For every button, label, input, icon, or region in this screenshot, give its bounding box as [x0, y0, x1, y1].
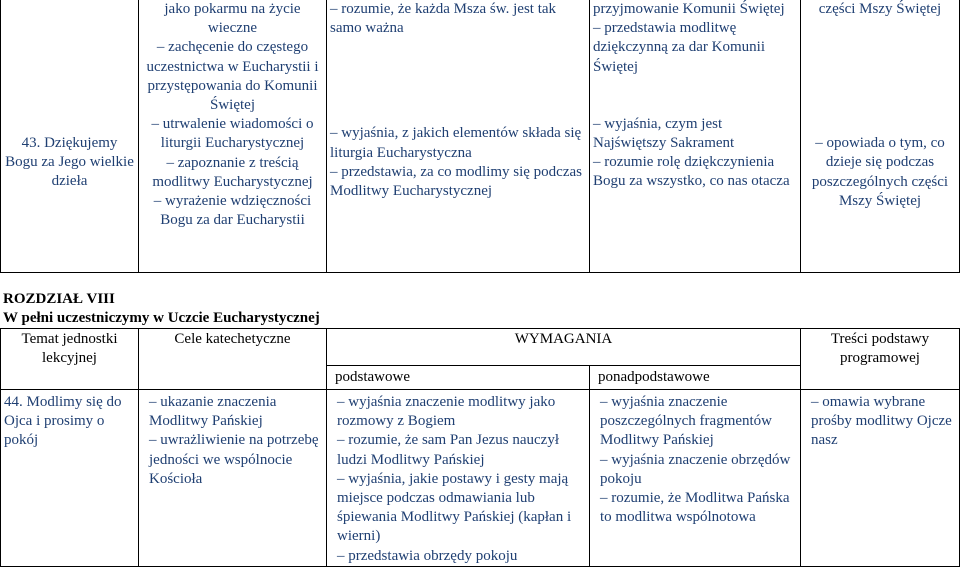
advanced-item: – rozumie rolę dziękczynienia Bogu za wszystko, co nas otacza [593, 154, 790, 190]
advanced-item: – wyjaśnia znaczenie poszczególnych fragmentów Modlitwy Pańskiej [600, 394, 773, 449]
basic-item: – wyjaśnia, jakie postawy i gesty mają miejsce podczas odmawiania lub śpiewania Modlitwy Pańskiej (kapłan i wierni) [337, 470, 572, 545]
rule [326, 365, 800, 366]
lesson-43-basic [327, 0, 589, 201]
lesson-44-goals [139, 393, 326, 489]
content-item: części Mszy Świętej [818, 1, 942, 17]
basic-item: – rozumie, że sam Pan Jezus nauczył ludzi Modlitwy Pańskiej [337, 432, 560, 468]
goal-item: – ukazanie znaczenia Modlitwy Pańskiej [149, 394, 277, 430]
goal-item: jako pokarmu na życie wieczne [164, 1, 301, 37]
lesson-44-content [801, 393, 959, 451]
lesson-43-content [801, 0, 959, 211]
header-requirements: WYMAGANIA [514, 331, 613, 347]
goal-item: – uwrażliwienie na potrzebę jedności we wspólnocie Kościoła [149, 432, 319, 487]
rule [0, 566, 960, 567]
basic-item: – przedstawia obrzędy pokoju [337, 547, 518, 564]
content-item: – opowiada o tym, co dzieje się podczas poszczególnych części Mszy Świętej [811, 135, 949, 209]
rule [0, 272, 960, 273]
basic-item: – przedstawia, za co modlimy się podczas Modlitwy Eucharystycznej [330, 163, 582, 200]
lesson-44-advanced [590, 393, 800, 527]
advanced-item: – wyjaśnia znaczenie obrzędów pokoju [600, 451, 791, 487]
lesson-44-basic [327, 393, 589, 566]
advanced-item: – rozumie, że Modlitwa Pańska to modlitwa wspólnotowa [600, 490, 790, 526]
advanced-item: – wyjaśnia, czym jest Najświętszy Sakrament [593, 115, 735, 152]
header-advanced: ponadpodstawowe [598, 369, 710, 385]
header-content: Treści podstawy programowej [830, 331, 930, 367]
rule [0, 389, 960, 390]
lesson-44-topic: 44. Modlimy się do Ojca i prosimy o pokój [4, 394, 122, 449]
chapter-subtitle: W pełni uczestniczymy w Uczcie Eucharystycznej [3, 310, 320, 326]
content-item: – omawia wybrane prośby modlitwy Ojcze nasz [811, 394, 952, 449]
advanced-item: – przedstawia modlitwę dziękczynną za dar Komunii Świętej [593, 20, 766, 75]
basic-item: – wyjaśnia znaczenie modlitwy jako rozmowy z Bogiem [337, 394, 556, 430]
advanced-item: przyjmowanie Komunii Świętej [593, 1, 785, 17]
lesson-43-advanced [590, 0, 800, 192]
basic-item: – rozumie, że każda Msza św. jest tak samo ważna [330, 1, 557, 37]
header-goals: Cele katechetyczne [174, 331, 291, 347]
header-topic: Temat jednostki lekcyjnej [21, 331, 118, 367]
rule [0, 328, 960, 329]
lesson-43-goals [139, 0, 326, 230]
header-basic: podstawowe [335, 369, 410, 385]
basic-item: – wyjaśnia, z jakich elementów składa się liturgia Eucharystyczna [330, 125, 582, 161]
goal-item: – zachęcenie do częstego uczestnictwa w Eucharystii i przystępowania do Komunii Świętej [146, 39, 319, 114]
chapter-heading: ROZDZIAŁ VIII [3, 291, 115, 307]
goal-item: – wyrażenie wdzięczności Bogu za dar Eucharystii [153, 193, 312, 229]
goal-item: – utrwalenie wiadomości o liturgii Eucharystycznej [151, 116, 314, 152]
goal-item: – zapoznanie z treścią modlitwy Eucharystycznej [152, 154, 313, 190]
lesson-43-topic: 43. Dziękujemy Bogu za Jego wielkie dzieła [5, 135, 134, 190]
